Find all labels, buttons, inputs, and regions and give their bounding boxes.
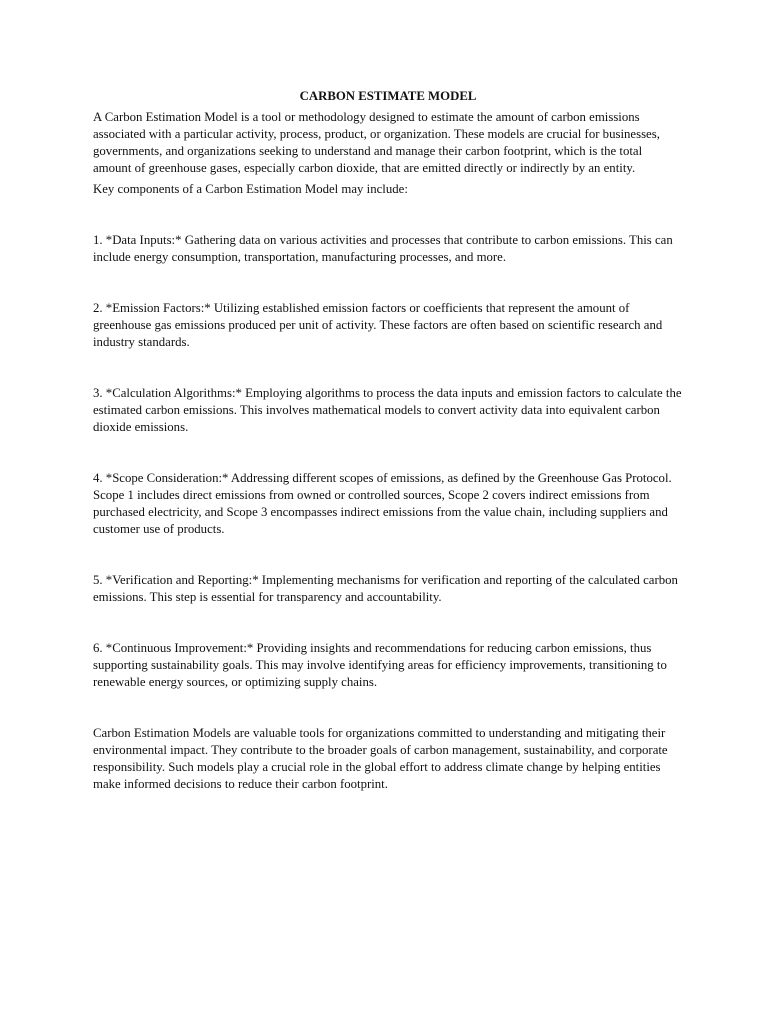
intro-paragraph: A Carbon Estimation Model is a tool or methodology designed to estimate the amount of carbon emissions associated with a particular activity, process, product, or organization. These models are crucial for businesses, governments, and organizations seeking to understand and manage their carbon footprint, which is the total amount of greenhouse gases, especially carbon dioxide, that are emitted directly or indirectly by an entity. — [93, 110, 660, 175]
document-body — [93, 88, 683, 793]
conclusion-paragraph: Carbon Estimation Models are valuable tools for organizations committed to understanding and mitigating their environmental impact. They contribute to the broader goals of carbon management, sustainability, and corporate responsibility. Such models play a crucial role in the global effort to address climate change by helping entities make informed decisions to reduce their carbon footprint. — [93, 726, 668, 791]
component-item-calculation-algorithms: 3. *Calculation Algorithms:* Employing algorithms to process the data inputs and emission factors to calculate the estimated carbon emissions. This involves mathematical models to convert activity data into equivalent carbon dioxide emissions. — [93, 386, 682, 434]
component-item-data-inputs: 1. *Data Inputs:* Gathering data on various activities and processes that contribute to carbon emissions. This can include energy consumption, transportation, manufacturing processes, and more. — [93, 233, 673, 264]
component-item-continuous-improvement: 6. *Continuous Improvement:* Providing insights and recommendations for reducing carbon emissions, thus supporting sustainability goals. This may involve identifying areas for efficiency improvements, transitioning to renewable energy sources, or optimizing supply chains. — [93, 641, 667, 689]
component-item-emission-factors: 2. *Emission Factors:* Utilizing established emission factors or coefficients that represent the amount of greenhouse gas emissions produced per unit of activity. These factors are often based on scientific research and industry standards. — [93, 301, 663, 349]
component-item-verification-reporting: 5. *Verification and Reporting:* Implementing mechanisms for verification and reporting of the calculated carbon emissions. This step is essential for transparency and accountability. — [93, 573, 678, 604]
document-title: CARBON ESTIMATE MODEL — [299, 89, 477, 103]
component-item-scope-consideration: 4. *Scope Consideration:* Addressing different scopes of emissions, as defined by the Greenhouse Gas Protocol. Scope 1 includes direct emissions from owned or controlled sources, Scope 2 covers indirect emissions from purchased electricity, and Scope 3 encompasses indirect emissions from the value chain, including suppliers and customer use of products. — [93, 471, 672, 536]
components-lead: Key components of a Carbon Estimation Model may include: — [93, 182, 408, 196]
